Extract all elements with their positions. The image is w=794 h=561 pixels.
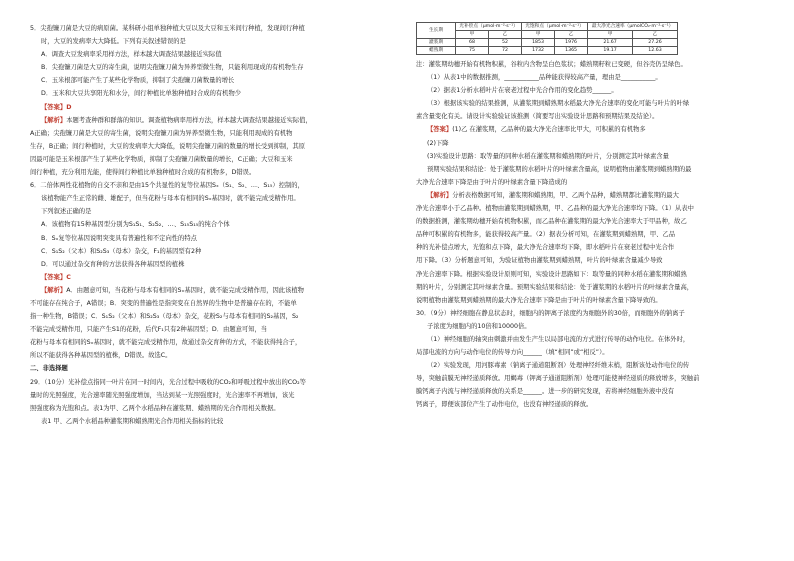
q29-subquestion: （2）据表1分析水稻叶片在衰老过程中光合作用的变化趋势______。: [427, 87, 618, 95]
q5-option-b: B．尖孢镰刀菌是大豆的寄生菌，说明尖孢镰刀菌为异养型微生物，只能利用现成的有机物生存: [41, 64, 304, 72]
right-column: [416, 22, 771, 412]
table-caption: 表1 甲、乙两个水稻品种灌浆期和蜡熟期光合作用相关指标的比较: [41, 417, 224, 425]
q6-stem-line: 6．二倍体两性花植物的自交不亲和是由15个共显性的复等位基因Sₓ（S₁、S₂、…、S₁₅）控制的，: [30, 182, 304, 190]
table-cell: 1365: [555, 47, 588, 55]
q29-analysis-line: 说明植物由灌浆期到蜡熟期的最大净光合速率下降是由于叶片的叶绿素含量下降导致的。: [416, 296, 662, 304]
table-cell: 75: [456, 47, 489, 55]
q29-subquestion: （1）从表1中的数据推测，___________品种能获得较高产量，理由是___________。: [427, 74, 662, 82]
q30-subquestion: （2）实验发现，用河豚毒素（钠离子通道阻断剂）处理神经纤维末梢，阻断该处动作电位的传: [427, 362, 690, 370]
table-row: [417, 39, 678, 47]
q30-subquestion: 局部电流的方向与动作电位的传导方向______（填“相同”或“相反”）。: [416, 349, 609, 357]
q29-analysis-line: 净光合速率下降。根据实验设计原则可知，实验设计思路如下：取等量的同种水稻在灌浆期和蜡熟: [416, 270, 687, 278]
q30-subquestion: 钙离子，即便该部位产生了动作电位，也没有神经递质的释放。: [416, 401, 593, 409]
section-heading: 二、非选择题: [30, 365, 68, 373]
table-header-row: [417, 23, 678, 31]
table-cell: 27.26: [633, 39, 678, 47]
q29-answer-line: 预期实验结果和结论：处于灌浆期的水稻叶片的叶绿素含量高，说明植物由灌浆期到蜡熟期的最: [427, 165, 692, 173]
q29-analysis-line: 的数据推测，灌浆期幼穗开始有机物积累，而乙品种在灌浆期的最大净光合速率大于甲品种，故乙: [416, 218, 687, 226]
table-subheader-cell: 甲: [456, 31, 489, 39]
q5-answer: [30, 101, 385, 114]
q5-option-c: C．玉米根部可能产生了某些化学物质，抑制了尖孢镰刀菌数量的增长: [41, 77, 235, 85]
table-cell: 1732: [522, 47, 555, 55]
table-cell: 1976: [555, 39, 588, 47]
answer-tag: 【答案】: [427, 126, 453, 134]
q5-analysis-line: A正确；尖孢镰刀菌是大豆的寄生菌，说明尖孢镰刀菌为异养型微生物，只能利用现成的有机物: [30, 129, 293, 137]
table-subheader-cell: 乙: [555, 31, 588, 39]
q6-analysis-line: 【解析】A．由题意可知，当花粉与母本有相同的Sₓ基因时，就不能完成受精作用，因此该植物: [41, 286, 304, 294]
q29-answer-line: (1)乙 在灌浆期，乙品种的最大净光合速率比甲大，可积累的有机物多: [452, 126, 646, 134]
table-row-label: 蜡熟期: [417, 47, 456, 55]
q29-analysis-line: 净光合速率小于乙品种。植物由灌浆期到蜡熟期，甲、乙品种的最大净光合速率均下降。（1）从表中: [416, 205, 694, 213]
q30-subquestion: 膜钙离子内流与神经递质释放的关系是______。进一步的研究发现，若将神经细胞外液中没有: [416, 388, 675, 396]
analysis-tag: 【解析】: [41, 116, 67, 124]
q6-stem-line: 下列叙述正确的是: [41, 208, 92, 216]
q29-analysis-line: 用下降。（3）分析题意可知，为验证植物由灌浆期到蜡熟期，叶片的叶绿素含量减少导致: [416, 257, 663, 265]
table-header-cell: 光饱和点（μmol·m⁻²·s⁻¹）: [522, 23, 588, 31]
q6-analysis-line: 不可能存在纯合子，A错误；B．突变的普遍性是指突变在自然界的生物中是普遍存在的，不能单: [30, 299, 297, 307]
answer-tag: 【答案】: [41, 103, 67, 111]
q5-option-d: D．玉米和大豆共享阳光和水分，间行种植比单独种植时合成的有机物少: [41, 90, 242, 98]
analysis-tag: 【解析】: [41, 286, 67, 294]
table-cell: 52: [489, 39, 522, 47]
q29-subquestion: （3）根据该实验的结果推测，从灌浆期到蜡熟期水稻最大净光合速率的变化可能与叶片的叶绿: [427, 100, 690, 108]
q6-answer: [30, 271, 385, 284]
table-cell: 1853: [522, 39, 555, 47]
q29-analysis-line: 期的叶片，分别测定其叶绿素含量。预期实验结果和结论：处于灌浆期的水稻叶片的叶绿素含量高，: [416, 283, 694, 291]
q6-option-d: D．可以通过杂交育种的方法获得各种基因型的植株: [41, 260, 185, 268]
q29-stem-line: 29．（10分）光补偿点指同一叶片在同一时间内，光合过程中吸收的CO₂和呼吸过程中放出的CO₂等: [30, 378, 306, 386]
table-subheader-cell: 乙: [633, 31, 678, 39]
q5-answer-value: D: [66, 103, 72, 111]
q6-answer-value: C: [66, 273, 71, 281]
table-cell: 72: [489, 47, 522, 55]
table-header-cell: 生长期: [417, 23, 456, 39]
table-row: [417, 47, 678, 55]
q5-analysis-line: 生存，B正确；间行种植时，大豆的发病率大大降低，说明尖孢镰刀菌的数量的增长受到抑制，其原: [30, 142, 306, 150]
table-subheader-cell: 甲: [522, 31, 555, 39]
q29-analysis-line: 种的光补偿点增大，光饱和点下降，最大净光合速率均下降，即水稻叶片在衰老过程中光合作: [416, 244, 675, 252]
table-subheader-row: [417, 31, 678, 39]
table-cell: 19.17: [588, 47, 633, 55]
table-header-cell: 最大净光合速率（μmolCO₂·m⁻²·s⁻¹）: [588, 23, 678, 31]
q29-answer-line: 大净光合速率下降是由于叶片的叶绿素含量下降造成的: [416, 178, 568, 186]
q6-analysis-line: 不能完成受精作用，只能产生S1的花粉，后代F₁只有2种基因型；D．由题意可知，当: [30, 326, 268, 334]
q29-answer-line: (3)实验设计思路：取等量的同种水稻在灌浆期和蜡熟期的叶片，分别测定其叶绿素含量: [427, 152, 669, 160]
q6-option-c: C．S₁S₂（父本）和S₂S₃（母本）杂交，F₁的基因型有2种: [41, 247, 202, 255]
q5-stem-line: 5．尖孢镰刀菌是大豆的病原菌。某科研小组单独种植大豆以及大豆和玉米间行种植，发现间行种植: [30, 25, 305, 32]
q29-subquestion: 素含量变化有关。请设计实验验证该推测（简要写出实验设计思路和预期结果及结论）。: [416, 113, 659, 121]
q6-option-a: A．该植物有15种基因型分别为S₁S₁、S₂S₂、…、S₁₅S₁₅的纯合个体: [41, 221, 230, 229]
q6-analysis-line: 指一种生物，B错误；C．S₁S₂（父本）和S₂S₃（母本）杂交，花粉S₂与母本有相同的S₂基因，S₂: [30, 313, 299, 321]
q5-option-a: A．调查大豆发病率采用样方法，样本越大调查结果越接近实际值: [41, 51, 222, 59]
table-subheader-cell: 乙: [489, 31, 522, 39]
q29-analysis-line: 品种可积累的有机物多，能获得较高产量。（2）据表分析可知，在灌浆期到蜡熟期，甲、乙品: [416, 231, 676, 239]
q6-stem-line: 该植物能产生正常的雌、雄配子，但当花粉与母本有相同的Sₓ基因时，就不能完成受精作用。: [41, 195, 300, 203]
q6-analysis-line: 花粉与母本有相同的Sₓ基因时，就不能完成受精作用，故通过杂交育种的方式，不能获得纯合子，: [30, 339, 302, 347]
q29-analysis-line: 【解析】分析表格数据可知，灌浆期和蜡熟期，甲、乙两个品种，蜡熟期都比灌浆期的最大: [427, 191, 679, 199]
table-row-label: 灌浆期: [417, 39, 456, 47]
answer-tag: 【答案】: [41, 273, 67, 281]
q6-analysis-line: 所以不能获得各种基因型的植株，D错误。故选C。: [30, 352, 172, 360]
left-column: [30, 22, 385, 428]
table-cell: 21.67: [588, 39, 633, 47]
table-header-cell: 光补偿点（μmol·m⁻²·s⁻¹）: [456, 23, 522, 31]
q5-analysis-line: 间行种植，充分利用光能，使得间行种植比单独种植时合成的有机物多，D错误。: [30, 169, 256, 177]
q29-stem-line: 照强度称为光饱和点。表1为甲、乙两个水稻品种在灌浆期、蜡熟期的光合作用相关数据。: [30, 404, 280, 412]
q30-stem-line: 30．（9分）神经细胞在静息状态时，细胞内的钾离子浓度约为细胞外的30倍，而细胞外的钠离子: [416, 309, 685, 317]
q29-stem-line: 量时的光照强度，光合速率随光照强度增加，当达到某一光照强度时，光合速率不再增加，该光: [30, 391, 295, 399]
analysis-tag: 【解析】: [427, 191, 453, 199]
q30-subquestion: 导，突触前膜无神经递质释放。用蝎毒（钾离子通道阻断剂）处理可能使神经递质的释放增多，突触前: [416, 375, 700, 383]
table-cell: 68: [456, 39, 489, 47]
q5-stem-line: 时，大豆的发病率大大降低。下列有关叙述错误的是: [41, 38, 186, 46]
q6-option-b: B．Sₓ复等位基因说明突变具有普遍性和不定向性的特点: [41, 234, 197, 242]
q29-answer-line: (2)下降: [427, 139, 449, 147]
q5-analysis-line: 因最可能是玉米根部产生了某些化学物质，抑制了尖孢镰刀菌数量的增长，C正确；大豆和玉米: [30, 155, 293, 163]
q5-analysis-line: 【解析】本题考查种群和群落的知识。调查植物病率用样方法，样本越大调查结果越接近实际值，: [41, 116, 312, 124]
table-subheader-cell: 甲: [588, 31, 633, 39]
q29-answer: [416, 123, 771, 136]
q30-subquestion: （1）神经细胞的轴突由刺激并由发生产生以局部电流的方式进行传导的动作电位。在体外时，: [427, 335, 690, 343]
q30-stem-line: 子浓度为细胞内的10倍和10000倍。: [427, 322, 531, 330]
table-cell: 12.63: [633, 47, 678, 55]
table-note: 注：灌浆期幼穗开始有机物积累，谷粒内含物呈白色浆状；蜡熟期籽粒已变硬，但谷壳仍呈绿色。: [416, 61, 687, 68]
data-table: [416, 22, 678, 55]
